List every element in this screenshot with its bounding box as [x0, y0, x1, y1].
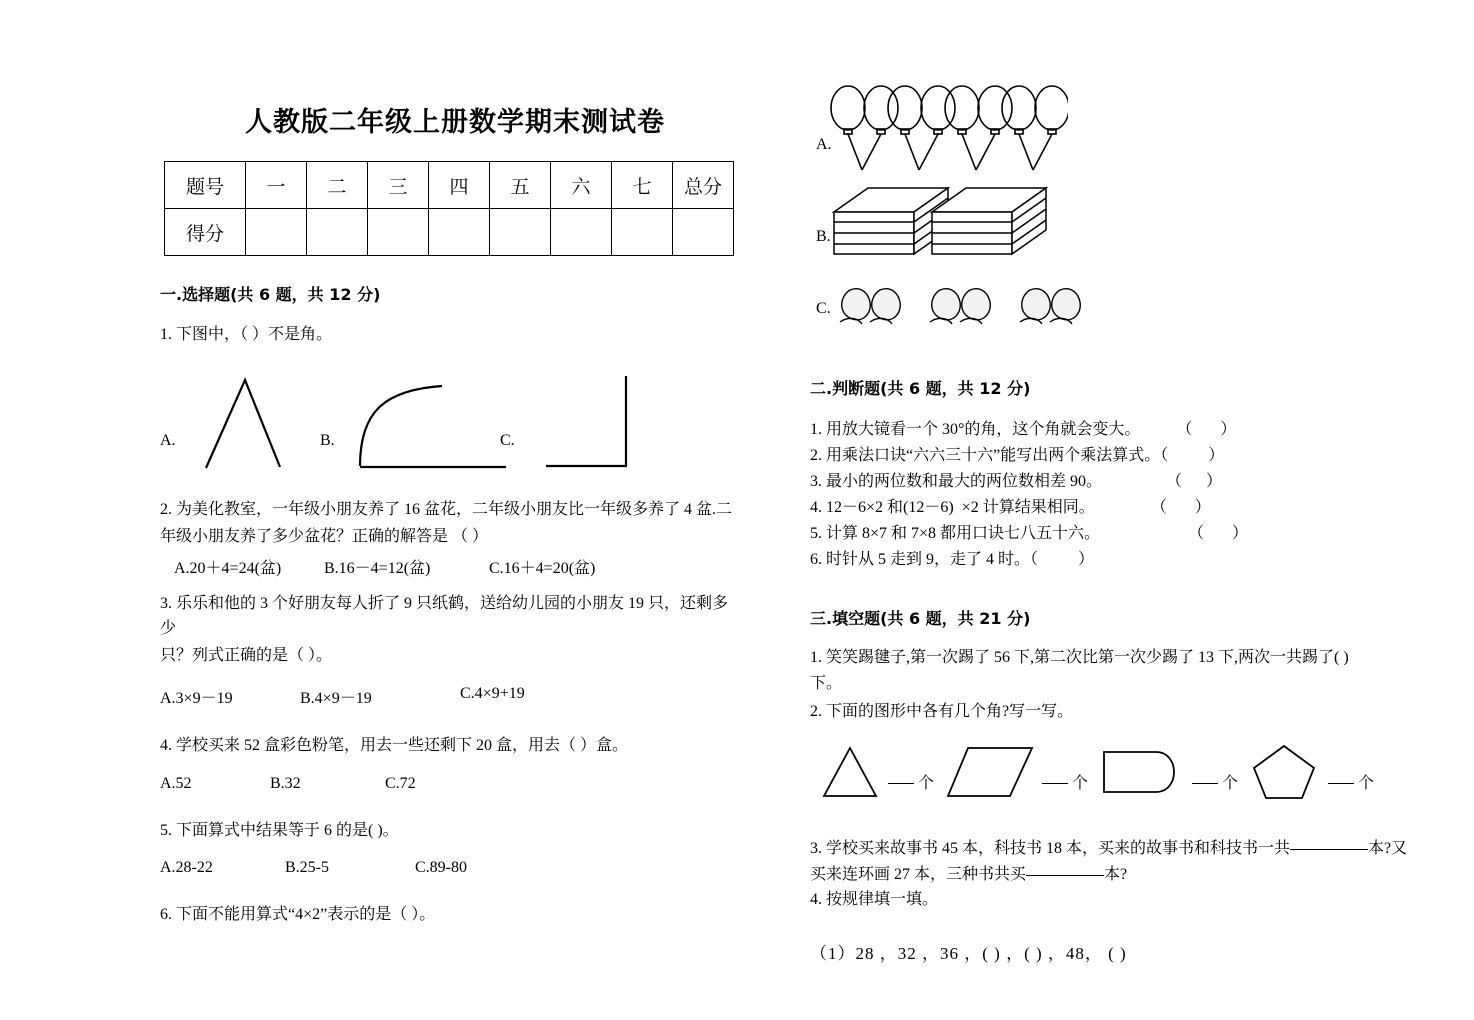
judgment-item-1[interactable]: 1. 用放大镜看一个 30°的角，这个角就会变大。 （ ）: [810, 421, 1237, 438]
shape-triangle-blank[interactable]: [888, 770, 934, 793]
question-3-options: [160, 685, 740, 708]
score-cell[interactable]: [490, 209, 551, 256]
question-3-line2: 只？列式正确的是（ ）。: [160, 646, 333, 664]
option-c[interactable]: C.4×9+19: [460, 684, 525, 702]
option-a[interactable]: A.28-22: [160, 859, 213, 877]
figure-label-a: A.: [816, 136, 832, 153]
peaches-icon: [832, 278, 1102, 334]
question-4-options: [160, 775, 740, 793]
shape-rounded-rectangle: [1100, 742, 1186, 802]
question-1-figures: [160, 370, 740, 480]
option-c[interactable]: C.72: [385, 774, 416, 792]
question-5-text: 5. 下面算式中结果等于 6 的是( )。: [160, 821, 399, 839]
figure-label-c: C.: [816, 300, 831, 317]
figure-label-a: A.: [160, 431, 176, 449]
score-table-col-total: 总分: [673, 162, 734, 209]
question-2-options: [160, 555, 740, 578]
section-heading-judgment: 二.判断题(共 6 题，共 12 分): [810, 379, 1031, 398]
option-b[interactable]: B.4×9－19: [300, 689, 372, 707]
judgment-list: [810, 417, 1430, 572]
option-a[interactable]: A.3×9－19: [160, 689, 233, 707]
book-stacks-icon: [828, 180, 1048, 280]
page-title: 人教版二年级上册数学期末测试卷: [245, 107, 665, 138]
fill-q3-line1-a: 3. 学校买来故事书 45 本，科技书 18 本，买来的故事书和科技书一共: [810, 840, 1291, 858]
score-table-col-4: 四: [429, 162, 490, 209]
score-cell[interactable]: [246, 209, 307, 256]
acute-angle-icon: [188, 372, 298, 472]
figure-label-b: B.: [816, 228, 831, 245]
section-heading-fill-blank: 三.填空题(共 6 题，共 21 分): [810, 609, 1031, 629]
fill-q3-line2-b: 本?: [1104, 865, 1128, 883]
shape-parallelogram: [946, 742, 1036, 802]
option-c[interactable]: C.16＋4=20(盆): [489, 560, 596, 578]
balloons-icon: [828, 80, 1068, 175]
fill-q1-line1[interactable]: 1. 笑笑踢毽子,第一次踢了 56 下,第二次比第一次少踢了 13 下,两次一共踢了( ): [810, 649, 1349, 667]
judgment-item-3[interactable]: 3. 最小的两位数和最大的两位数相差 90。 （ ）: [810, 472, 1223, 490]
rounded-rectangle-icon: [1100, 742, 1186, 802]
score-cell[interactable]: [368, 209, 429, 256]
curved-angle-icon: [346, 372, 526, 472]
table-row: [165, 209, 734, 256]
option-b[interactable]: B.32: [270, 774, 301, 792]
judgment-item-6[interactable]: 6. 时针从 5 走到 9，走了 4 时。（ ）: [810, 550, 1095, 568]
unit-label: 个: [1222, 775, 1239, 793]
question-2-line2: 年级小朋友养了多少盆花？正确的解答是 （ ）: [160, 527, 489, 545]
score-table: [164, 161, 734, 256]
score-cell[interactable]: [612, 209, 673, 256]
fill-q2-shapes: [810, 742, 1430, 822]
parallelogram-icon: [946, 742, 1036, 802]
score-table-col-7: 七: [612, 162, 673, 209]
score-table-col-6: 六: [551, 162, 612, 209]
right-column: [810, 72, 1430, 964]
unit-label: 个: [918, 775, 935, 793]
fill-q3-line1[interactable]: [810, 836, 1430, 862]
fill-q3-line1-b: 本?又: [1368, 840, 1408, 858]
question-5-options: [160, 859, 740, 877]
judgment-item-4[interactable]: 4. 12－6×2 和(12－6) ×2 计算结果相同。 （ ）: [810, 498, 1211, 516]
score-table-col-1: 一: [246, 162, 307, 209]
unit-label: 个: [1072, 775, 1089, 793]
question-6-option-c[interactable]: [810, 278, 1430, 340]
pentagon-icon: [1250, 742, 1322, 802]
question-2-line1: 2. 为美化教室，一年级小朋友养了 16 盆花，二年级小朋友比一年级多养了 4 盆.二: [160, 500, 733, 518]
triangle-icon: [820, 742, 882, 802]
shape-parallelogram-blank[interactable]: [1042, 770, 1088, 793]
unit-label: 个: [1358, 775, 1375, 793]
fill-q4-text: 4. 按规律填一填。: [810, 891, 939, 909]
left-column: [160, 100, 740, 928]
question-6-text: 6. 下面不能用算式“4×2”表示的是（ ）。: [160, 906, 436, 924]
question-3-line1: 3. 乐乐和他的 3 个好朋友每人折了 9 只纸鹤，送给幼儿园的小朋友 19 只，还剩多少: [160, 595, 729, 638]
fill-blank-list: [810, 645, 1430, 724]
score-table-row-label: 题号: [165, 162, 246, 209]
score-cell[interactable]: [673, 209, 734, 256]
option-b[interactable]: B.25-5: [285, 859, 329, 877]
answer-blank[interactable]: [1026, 875, 1104, 876]
fill-q3-line2-a: 买来连环画 27 本，三种书共买: [810, 865, 1027, 883]
fill-q1-line2: 下。: [810, 675, 843, 693]
shape-pentagon-blank[interactable]: [1328, 770, 1374, 793]
section-heading-choice: 一.选择题(共 6 题，共 12 分): [160, 285, 381, 304]
fill-q4-sequence[interactable]: （1）28 ，32 ，36 ，( ) ，( ) ，48， ( ): [810, 944, 1127, 963]
score-cell[interactable]: [307, 209, 368, 256]
table-row: [165, 162, 734, 209]
shape-pentagon: [1250, 742, 1322, 802]
question-1-text: 1. 下图中，（ ）不是角。: [160, 326, 333, 343]
option-a[interactable]: A.20＋4=24(盆): [174, 560, 282, 578]
judgment-item-2[interactable]: 2. 用乘法口诀“六六三十六”能写出两个乘法算式。（ ）: [810, 446, 1225, 464]
option-a[interactable]: A.52: [160, 774, 192, 792]
option-c[interactable]: C.89-80: [415, 859, 467, 877]
judgment-item-5[interactable]: 5. 计算 8×7 和 7×8 都用口诀七八五十六。 （ ）: [810, 524, 1249, 542]
figure-label-b: B.: [320, 431, 335, 449]
question-6-option-a[interactable]: [810, 72, 1430, 170]
score-table-row-label: 得分: [165, 209, 246, 256]
score-cell[interactable]: [429, 209, 490, 256]
fill-q3-line2[interactable]: [810, 862, 1430, 888]
score-cell[interactable]: [551, 209, 612, 256]
question-6-option-b[interactable]: [810, 170, 1430, 278]
question-4-text: 4. 学校买来 52 盒彩色粉笔，用去一些还剩下 20 盒，用去（ ）盒。: [160, 736, 629, 754]
shape-rounded-rectangle-blank[interactable]: [1192, 770, 1238, 793]
shape-triangle: [820, 742, 882, 802]
score-table-col-3: 三: [368, 162, 429, 209]
score-table-col-5: 五: [490, 162, 551, 209]
figure-label-c: C.: [500, 431, 515, 449]
right-angle-icon: [526, 372, 666, 472]
fill-q2-text: 2. 下面的图形中各有几个角?写一写。: [810, 702, 1074, 720]
score-table-col-2: 二: [307, 162, 368, 209]
answer-blank[interactable]: [1290, 849, 1368, 850]
option-b[interactable]: B.16－4=12(盆): [324, 560, 431, 578]
